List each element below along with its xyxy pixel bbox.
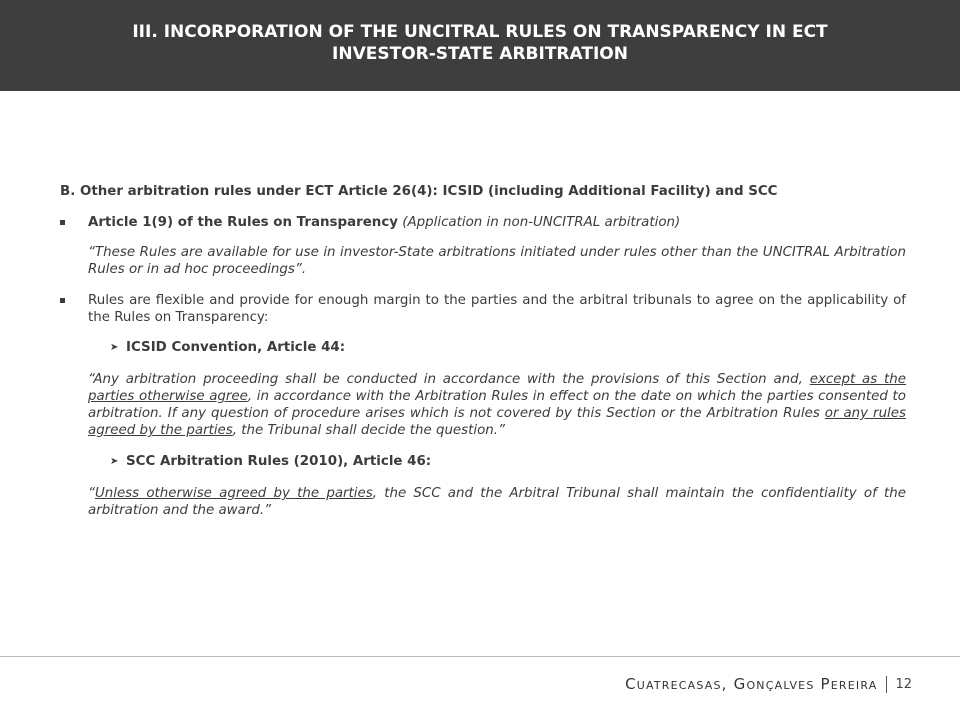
slide-title-line2: INVESTOR-STATE ARBITRATION — [332, 43, 628, 64]
bullet-rules-flexible-text: Rules are flexible and provide for enough margin to the parties and the arbitral tribunals to agree on the applicability of the Rules on Transparency: — [88, 293, 906, 325]
footer-divider — [0, 656, 960, 657]
quote-scc-article-46 — [60, 485, 906, 519]
slide-title — [50, 21, 910, 65]
slide-content — [60, 183, 906, 533]
quote-icsid-part3: , the Tribunal shall decide the question.” — [232, 423, 505, 438]
section-heading — [60, 183, 906, 200]
quote-icsid-part1: “Any arbitration proceeding shall be conducted in accordance with the provisions of this Section and, — [88, 372, 810, 387]
section-title-text: Other arbitration rules under ECT Article 26(4): ICSID (including Additional Facility) and SCC — [79, 184, 778, 199]
section-label: B. — [60, 184, 76, 199]
bullet-article-1-9-bold: Article 1(9) of the Rules on Transparency — [88, 215, 398, 230]
subheading-icsid — [60, 339, 906, 356]
quote-scc-open: “ — [88, 486, 95, 501]
subheading-scc-text: SCC Arbitration Rules (2010), Article 46: — [126, 454, 432, 469]
quote-scc-rest: , the SCC and the Arbitral Tribunal shall maintain the confidentiality of the arbitration and the award.” — [88, 486, 906, 518]
arrow-bullet-icon: ➤ — [110, 456, 119, 467]
quote-icsid-underline2: or any rules agreed by the parties — [88, 406, 906, 438]
quote-icsid-article-44 — [60, 371, 906, 439]
square-bullet-icon — [60, 220, 65, 225]
footer-separator — [886, 676, 887, 693]
bullet-rules-flexible — [60, 292, 906, 326]
subheading-icsid-text: ICSID Convention, Article 44: — [126, 340, 346, 355]
bullet-article-1-9 — [60, 214, 906, 231]
quote-article-1-9: “These Rules are available for use in investor-State arbitrations initiated under rules other than the UNCITRAL Arbitration Rules or in ad hoc proceedings”. — [88, 245, 906, 277]
square-bullet-icon — [60, 298, 65, 303]
quote-icsid-part2: , in accordance with the Arbitration Rules in effect on the date on which the parties consented to arbitration. If any question of procedure arises which is not covered by this Section or the Arbitration Rules — [88, 389, 906, 421]
bullet-article-1-9-paren: (Application in non-UNCITRAL arbitration) — [402, 215, 681, 230]
quote-scc-underline: Unless otherwise agreed by the parties — [94, 486, 373, 501]
page-number: 12 — [895, 676, 912, 692]
subheading-scc — [60, 453, 906, 470]
slide-footer — [625, 674, 912, 694]
slide-title-line1: III. INCORPORATION OF THE UNCITRAL RULES ON TRANSPARENCY IN ECT — [132, 21, 828, 42]
slide-header — [0, 0, 960, 91]
arrow-bullet-icon: ➤ — [110, 342, 119, 353]
quote-icsid-underline1: except as the parties otherwise agree — [88, 372, 906, 404]
company-logo: Cuatrecasas, Gonçalves Pereira — [625, 675, 878, 693]
